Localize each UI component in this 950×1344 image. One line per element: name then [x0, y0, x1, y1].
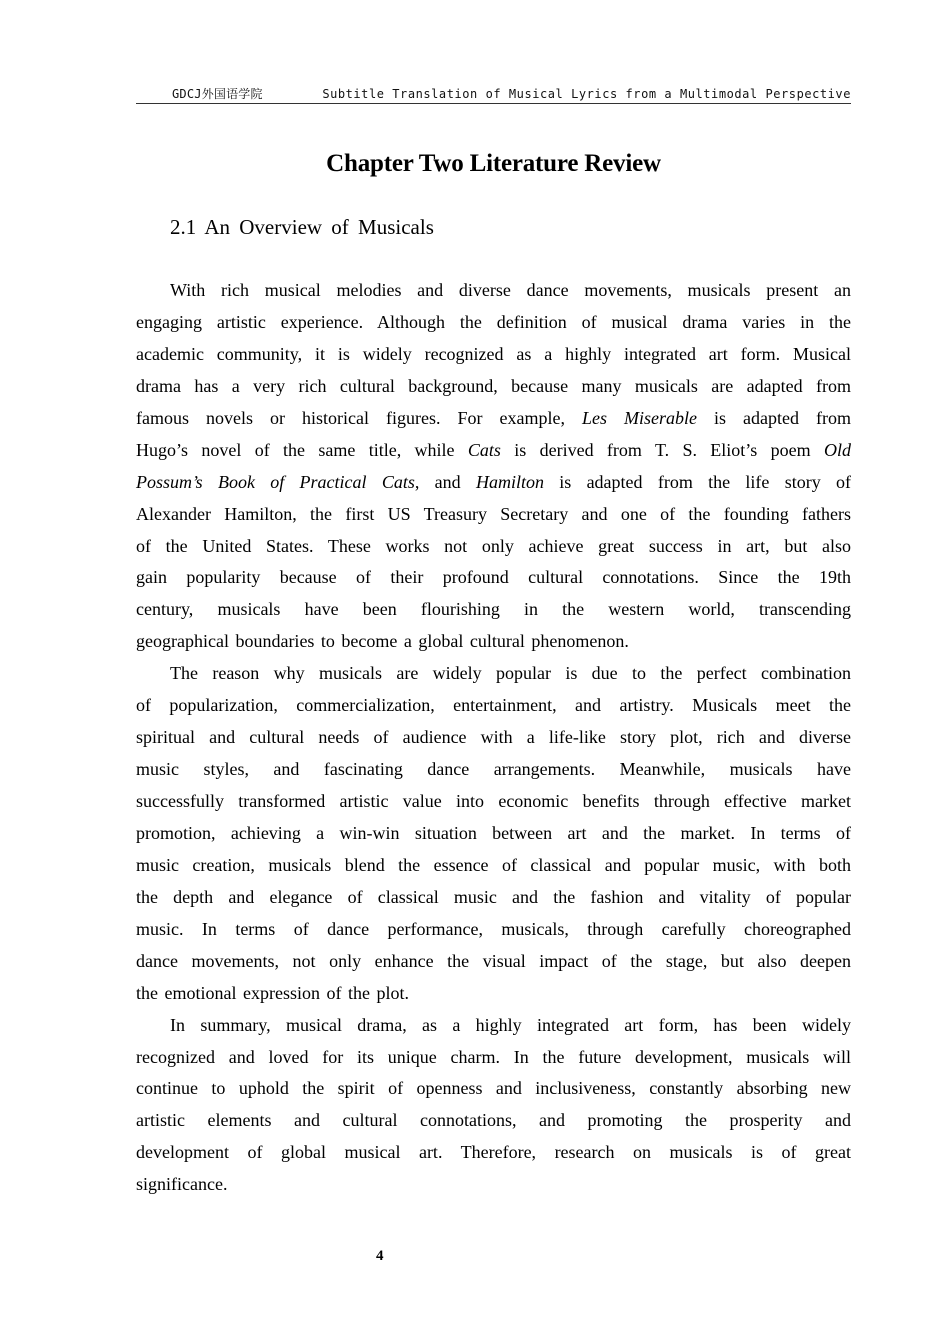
text-line — [136, 1169, 851, 1201]
text-run: Alexander Hamilton, the first US Treasury Secretary and one of the founding fathers — [136, 503, 851, 524]
paragraph-3 — [136, 1010, 851, 1202]
text-run: geographical boundaries to become a global cultural phenomenon. — [136, 631, 629, 652]
page-number: 4 — [376, 1248, 384, 1264]
text-run: famous novels or historical figures. For example, — [136, 407, 582, 428]
italic-title: Les Miserable — [582, 407, 697, 428]
text-line — [136, 1137, 851, 1169]
text-line — [136, 467, 851, 499]
text-line — [136, 562, 851, 594]
paragraph-2 — [136, 658, 851, 1009]
text-run: century, musicals have been flourishing in the western world, transcending — [136, 599, 851, 620]
text-run: gain popularity because of their profound cultural connotations. Since the 19th — [136, 567, 851, 588]
text-line — [136, 754, 851, 786]
italic-title: Cats — [467, 439, 501, 460]
text-run: The reason why musicals are widely popular is due to the perfect combination — [170, 663, 851, 684]
text-run: of popularization, commercialization, entertainment, and artistry. Musicals meet the — [136, 695, 851, 716]
text-line — [136, 658, 851, 690]
italic-title: Hamilton — [475, 471, 544, 492]
text-run: of the United States. These works not only achieve great success in art, but also — [136, 535, 851, 556]
text-run: music. In terms of dance performance, musicals, through carefully choreographed — [136, 918, 851, 939]
text-run: development of global musical art. Therefore, research on musicals is of great — [136, 1142, 851, 1163]
text-run: music creation, musicals blend the essence of classical and popular music, with both — [136, 854, 851, 875]
text-run: is derived from T. S. Eliot’s poem — [500, 439, 824, 460]
chapter-title: Chapter Two Literature Review — [326, 150, 661, 177]
section-heading: 2.1 An Overview of Musicals — [170, 215, 434, 239]
text-run: artistic elements and cultural connotations, and promoting the prosperity and — [136, 1110, 851, 1131]
text-run: music styles, and fascinating dance arrangements. Meanwhile, musicals have — [136, 759, 851, 780]
text-line — [136, 1073, 851, 1105]
text-run: spiritual and cultural needs of audience with a life-like story plot, rich and diverse — [136, 727, 851, 748]
text-line — [136, 690, 851, 722]
text-run: Hugo’s novel of the same title, while — [136, 439, 468, 460]
text-line — [136, 946, 851, 978]
page-header — [136, 86, 851, 104]
italic-title: Old — [824, 439, 851, 460]
text-line — [136, 850, 851, 882]
text-run: is adapted from the life story of — [543, 471, 851, 492]
text-run: significance. — [136, 1174, 228, 1195]
text-run: is adapted from — [697, 407, 851, 428]
text-line — [136, 435, 851, 467]
text-line — [136, 1042, 851, 1074]
text-run: the emotional expression of the plot. — [136, 982, 409, 1003]
text-line — [136, 882, 851, 914]
text-line — [136, 818, 851, 850]
text-run: continue to uphold the spirit of openness and inclusiveness, constantly absorbing new — [136, 1078, 851, 1099]
text-line — [136, 594, 851, 626]
text-line — [136, 307, 851, 339]
text-line — [136, 499, 851, 531]
text-run: drama has a very rich cultural background, because many musicals are adapted from — [136, 375, 851, 396]
text-line — [136, 1010, 851, 1042]
text-line — [136, 371, 851, 403]
text-run: successfully transformed artistic value into economic benefits through effective market — [136, 791, 851, 811]
header-institution: GDCJ外国语学院 — [172, 87, 263, 101]
text-run: academic community, it is widely recognized as a highly integrated art form. Musical — [136, 343, 851, 364]
text-run: In summary, musical drama, as a highly integrated art form, has been widely — [170, 1014, 851, 1035]
text-line — [136, 786, 851, 818]
text-run: promotion, achieving a win-win situation between art and the market. In terms of — [136, 822, 851, 843]
text-run: the depth and elegance of classical music and the fashion and vitality of popular — [136, 886, 851, 907]
italic-title: Possum’s Book of Practical Cats — [136, 471, 415, 492]
text-line — [136, 403, 851, 435]
text-line — [136, 978, 851, 1010]
text-line — [136, 531, 851, 563]
text-run: dance movements, not only enhance the visual impact of the stage, but also deepen — [136, 950, 851, 971]
text-run: engaging artistic experience. Although the definition of musical drama varies in the — [136, 311, 851, 332]
header-thesis-title: Subtitle Translation of Musical Lyrics from a Multimodal Perspective — [322, 87, 851, 101]
text-line — [136, 626, 851, 658]
text-line — [136, 1105, 851, 1137]
text-line — [136, 914, 851, 946]
text-run: recognized and loved for its unique charm. In the future development, musicals will — [136, 1046, 851, 1067]
body-text — [136, 275, 851, 1201]
text-line — [136, 722, 851, 754]
text-line — [136, 275, 851, 307]
text-line — [136, 339, 851, 371]
text-run: With rich musical melodies and diverse dance movements, musicals present an — [170, 280, 851, 300]
paragraph-1 — [136, 275, 851, 658]
text-run: , and — [414, 471, 476, 492]
